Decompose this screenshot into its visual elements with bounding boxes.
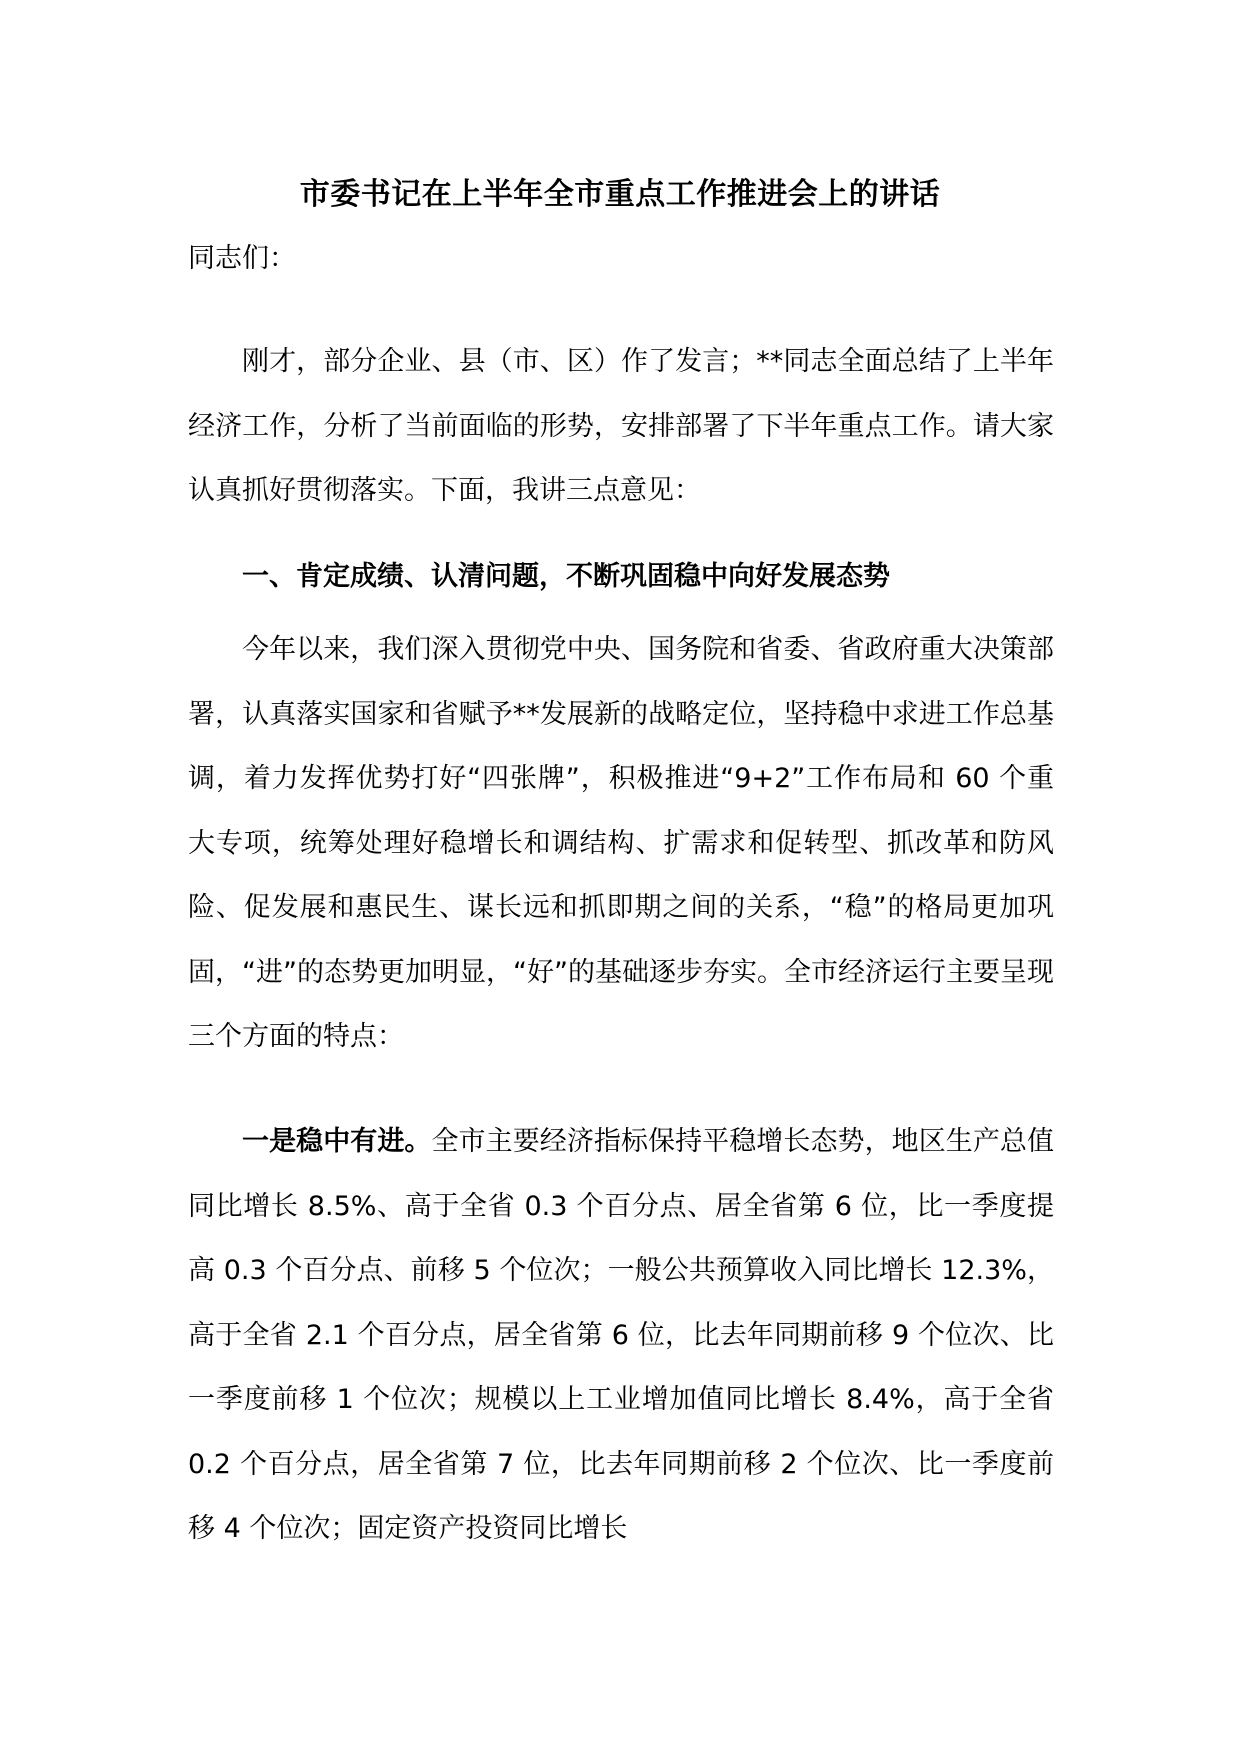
salutation: 同志们： xyxy=(188,243,296,274)
paragraph-lead-bold: 一是稳中有进。 xyxy=(242,1126,432,1157)
paragraph-intro: 刚才，部分企业、县（市、区）作了发言；**同志全面总结了上半年经济工作，分析了当前面临的形势，安排部署了下半年重点工作。请大家认真抓好贯彻落实。下面，我讲三点意见： xyxy=(188,346,1054,506)
paragraph-overview: 今年以来，我们深入贯彻党中央、国务院和省委、省政府重大决策部署，认真落实国家和省赋予**发展新的战略定位，坚持稳中求进工作总基调，着力发挥优势打好“四张牌”，积极推进“9+2”工作布局和 60 个重大专项，统筹处理好稳增长和调结构、扩需求和促转型、抓改革和防风险、促发展和惠民生、谋长远和抓即期之间的关系，“稳”的格局更加巩固，“进”的态势更加明显，“好”的基础逐步夯实。全市经济运行主要呈现三个方面的特点： xyxy=(188,634,1054,1052)
paragraph-body: 全市主要经济指标保持平稳增长态势，地区生产总值同比增长 8.5%、高于全省 0.3 个百分点、居全省第 6 位，比一季度提高 0.3 个百分点、前移 5 个位次；一般公共预算收入同比增长 12.3%，高于全省 2.1 个百分点，居全省第 6 位，比去年同期前移 9 个位次、比一季度前移 1 个位次；规模以上工业增加值同比增长 8.4%，高于全省 0.2 个百分点，居全省第 7 位，比去年同期前移 2 个位次、比一季度前移 4 个位次；固定资产投资同比增长 xyxy=(188,1126,1055,1544)
paragraph-stable-progress xyxy=(188,1110,1054,1562)
document-title: 市委书记在上半年全市重点工作推进会上的讲话 xyxy=(299,177,941,212)
section-heading-1: 一、肯定成绩、认清问题，不断巩固稳中向好发展态势 xyxy=(242,561,890,592)
